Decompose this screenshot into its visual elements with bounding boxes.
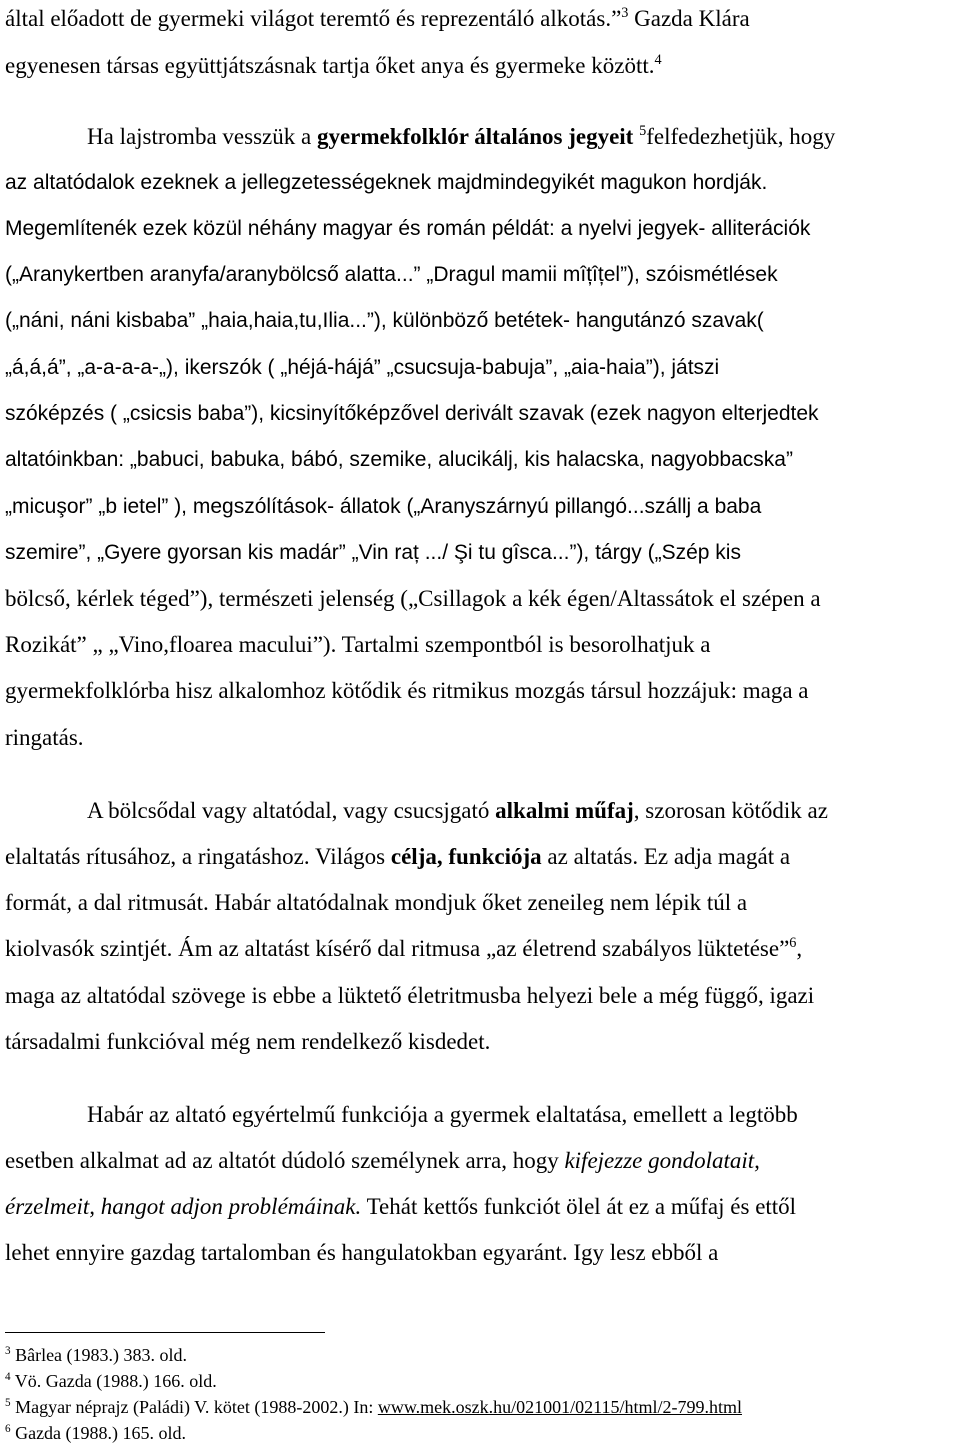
italic-phrase: kifejezze gondolatait, [564,1148,760,1173]
text-line: formát, a dal ritmusát. Habár altatódalnak mondjuk őket zeneileg nem lépik túl a [5,890,748,915]
text-line: érzelmeit, hangot adjon problémáinak. Tehát kettős funkciót ölel át ez a műfaj és ettől [5,1194,797,1219]
text-line: „micuşor” „b ietel” ), megszólítások- állatok („Aranyszárnyú pillangó...szállj a baba [5,495,762,518]
text-line: maga az altatódal szövege is ebbe a lüktető életritmusba helyezi bele a még függő, igazi [5,983,815,1008]
text-line: A bölcsődal vagy altatódal, vagy csucsjgató alkalmi műfaj, szorosan kötődik az [87,798,828,823]
text-line: bölcső, kérlek téged”), természeti jelenség („Csillagok a kék égen/Altassátok el szépen a [5,586,821,611]
footnote-ref[interactable]: 6 [789,935,797,952]
text-line: altatóinkban: „babuci, babuka, bábó, szemike, alucikálj, kis halacska, nagyobbacska” [5,448,793,471]
text-line: egyenesen társas együttjátszásnak tartja őket anya és gyermeke között.$^4$ [5,52,662,78]
text-line: az altatódalok ezeknek a jellegzetességeknek majdmindegyikét magukon hordják. [5,171,768,194]
text-line: Ha lajstromba vesszük a gyermekfolklór általános jegyeit $^5$felfedezhetjük, hogy [87,123,836,149]
bold-term: célja, funkciója [390,844,542,869]
text-line: szóképzés ( „csicsis baba”), kicsinyítőképzővel derivált szavak (ezek nagyon elterjedtek [5,402,819,425]
italic-phrase: érzelmeit, hangot adjon problémáinak. [5,1194,362,1219]
footnote: $^6$ Gazda (1988.) 165. old. [5,1423,187,1443]
text-line: ringatás. [5,725,84,750]
text-line: esetben alkalmat ad az altatót dúdoló személynek arra, hogy kifejezze gondolatait, [5,1148,760,1173]
text-line: („Aranykertben aranyfa/aranybölcső alatta...” „Dragul mamii mîțîțel”), szóismétlések [5,263,778,286]
footnote-link[interactable]: www.mek.oszk.hu/021001/02115/html/2-799.html [377,1397,742,1417]
text-line: szemire”, „Gyere gyorsan kis madár” „Vin raț .../ Şi tu gîsca...”), tárgy („Szép kis [5,541,741,564]
text-line: kiolvasók szintjét. Ám az altatást kísérő dal ritmusa „az életrend szabályos lüktetése”$^6$, [5,935,803,961]
text-line: lehet ennyire gazdag tartalomban és hangulatokban egyaránt. Igy lesz ebből a [5,1240,719,1265]
footnote-ref[interactable]: 5 [639,123,647,140]
text-line: által előadott de gyermeki világot teremtő és reprezentáló alkotás.”$^3$ Gazda Klára [5,5,750,31]
footnote: $^3$ Bârlea (1983.) 383. old. [5,1345,188,1365]
bold-term: alkalmi műfaj [495,798,634,823]
footnote-ref[interactable]: 3 [621,5,629,22]
text-line: Rozikát” „ „Vino,floarea macului”). Tartalmi szempontból is besorolhatjuk a [5,632,711,657]
text-line: Habár az altató egyértelmű funkciója a gyermek elaltatása, emellett a legtöbb [87,1102,798,1127]
text-line: Megemlítenék ezek közül néhány magyar és román példát: a nyelvi jegyek- alliterációk [5,217,811,240]
text-line: elaltatás rítusához, a ringatáshoz. Világos célja, funkciója az altatás. Ez adja magát a [5,844,791,869]
footnote-separator [5,1332,325,1333]
footnote-ref[interactable]: 4 [654,52,662,69]
text-line: társadalmi funkcióval még nem rendelkező kisdedet. [5,1029,491,1054]
text-line: gyermekfolklórba hisz alkalomhoz kötődik és ritmikus mozgás társul hozzájuk: maga a [5,678,809,703]
text-line: („náni, náni kisbaba” „haia,haia,tu,Ilia...”), különböző betétek- hangutánzó szavak( [5,309,764,332]
footnote: $^4$ Vö. Gazda (1988.) 166. old. [5,1371,217,1391]
text-line: „á,á,á”, „a-a-a-a-„), ikerszók ( „héjá-hájá” „csucsuja-babuja”, „aia-haia”), játszi [5,356,720,379]
bold-term: gyermekfolklór általános jegyeit [316,124,634,149]
footnote: $^5$ Magyar néprajz (Paládi) V. kötet (1988-2002.) In: www.mek.oszk.hu/021001/02115/html/2-799.html [5,1397,742,1417]
